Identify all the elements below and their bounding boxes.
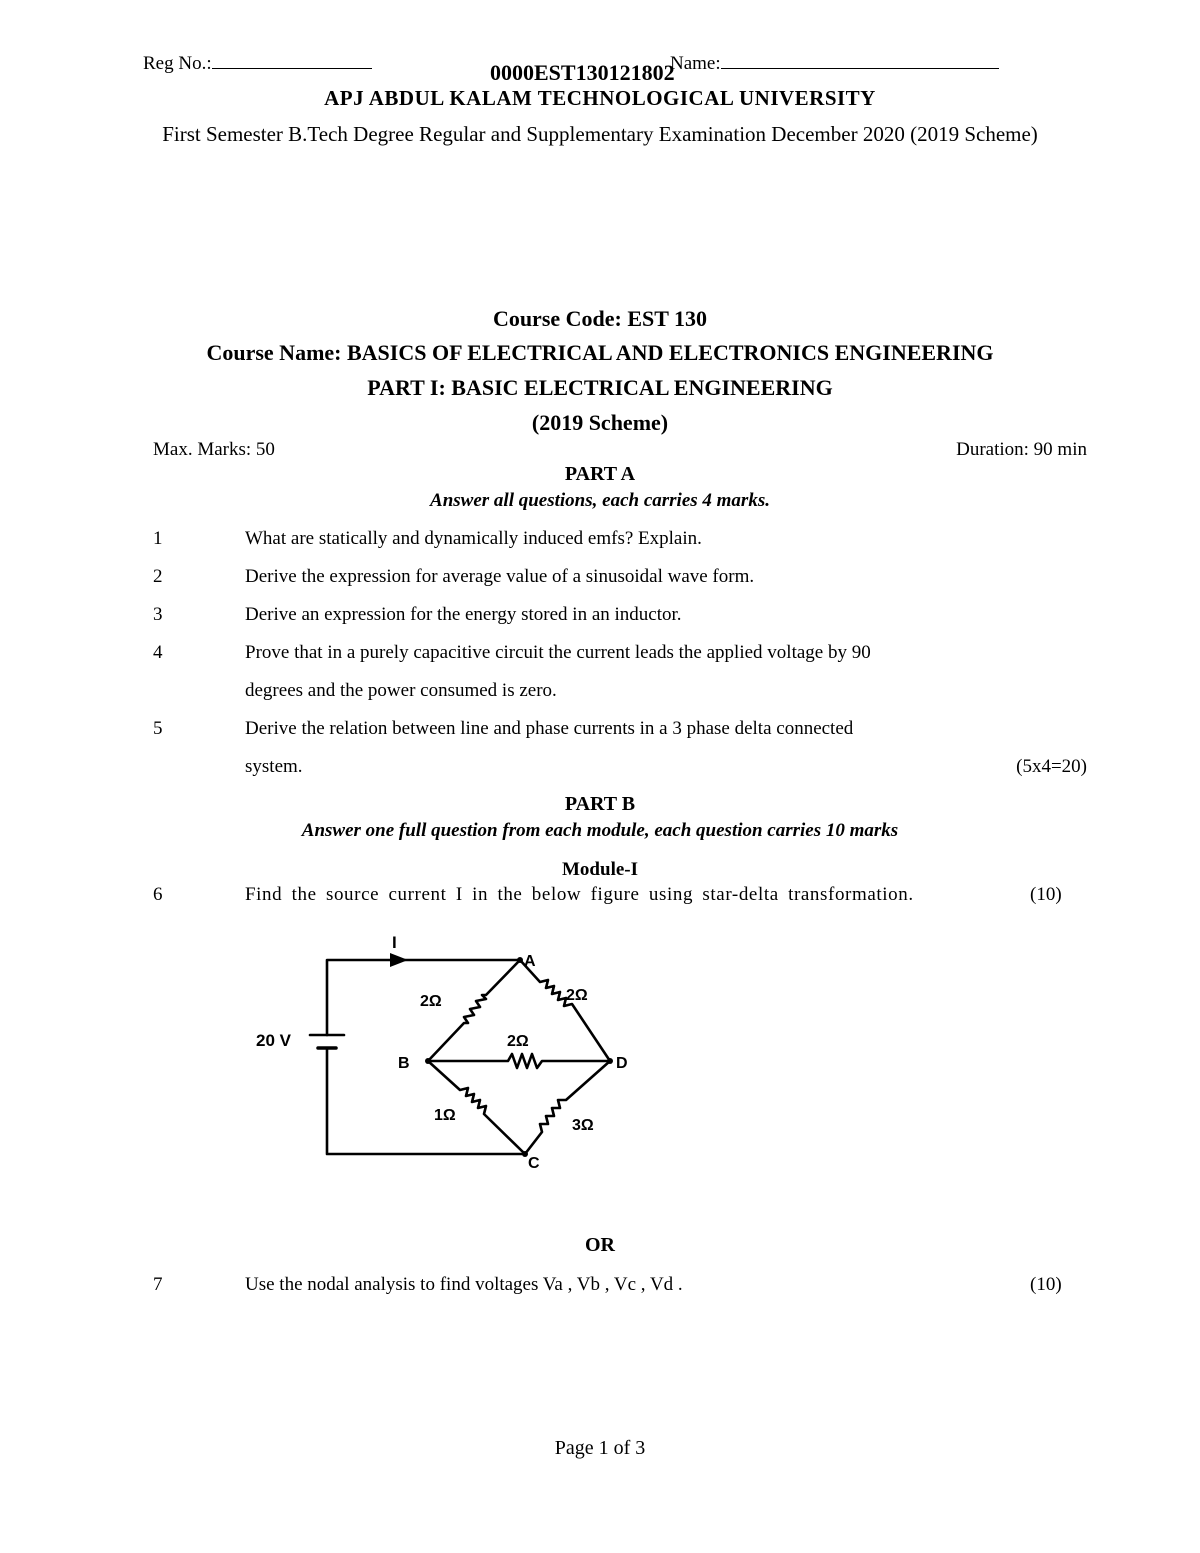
question-text-continued: degrees and the power consumed is zero. bbox=[245, 680, 557, 701]
current-label: I bbox=[392, 933, 397, 952]
question-text: What are statically and dynamically induced emfs? Explain. bbox=[245, 528, 702, 549]
part-b-instruction: Answer one full question from each module, each question carries 10 marks bbox=[301, 820, 899, 841]
module-title: Module-I bbox=[562, 859, 638, 880]
node-a-label: A bbox=[524, 953, 536, 970]
scheme: (2019 Scheme) bbox=[531, 410, 669, 435]
question-text: Find the source current I in the below figure using star-delta transformation. bbox=[245, 884, 914, 905]
resistor-bd-label: 2Ω bbox=[507, 1033, 529, 1050]
name-label: Name: bbox=[670, 53, 721, 74]
node-b-label: B bbox=[398, 1055, 410, 1072]
node-d-dot bbox=[607, 1058, 613, 1064]
question-number: 3 bbox=[153, 604, 163, 625]
university-name: APJ ABDUL KALAM TECHNOLOGICAL UNIVERSITY bbox=[324, 86, 876, 110]
course-code: Course Code: EST 130 bbox=[492, 306, 708, 331]
question-number: 4 bbox=[153, 642, 163, 663]
node-a-dot bbox=[517, 957, 523, 963]
node-c-label: C bbox=[528, 1155, 540, 1172]
course-name-label: Course Name: bbox=[206, 340, 342, 365]
part-title: PART I: BASIC ELECTRICAL ENGINEERING bbox=[367, 375, 833, 400]
name-underline bbox=[721, 54, 999, 69]
current-arrow-icon bbox=[390, 953, 408, 967]
question-number: 6 bbox=[153, 884, 163, 905]
question-marks: (10) bbox=[1030, 1274, 1062, 1295]
reg-no-field bbox=[143, 53, 372, 75]
question-text: Use the nodal analysis to find voltages Va , Vb , Vc , Vd . bbox=[245, 1274, 683, 1295]
circuit-diagram bbox=[250, 920, 670, 1180]
resistor-cd-label: 3Ω bbox=[572, 1117, 594, 1134]
question-text: Derive an expression for the energy stored in an inductor. bbox=[245, 604, 682, 625]
part-a-total-marks: (5x4=20) bbox=[1016, 756, 1087, 777]
reg-no-label: Reg No.: bbox=[143, 53, 212, 74]
node-b-dot bbox=[425, 1058, 431, 1064]
source-label: 20 V bbox=[256, 1031, 291, 1050]
duration: Duration: 90 min bbox=[956, 439, 1087, 460]
question-marks: (10) bbox=[1030, 884, 1062, 905]
resistor-cd bbox=[525, 1061, 610, 1154]
node-d-label: D bbox=[616, 1055, 628, 1072]
part-a-title: PART A bbox=[564, 463, 636, 485]
course-name bbox=[0, 340, 1200, 366]
max-marks: Max. Marks: 50 bbox=[153, 439, 275, 460]
resistor-ab-label: 2Ω bbox=[420, 993, 442, 1010]
part-a-instruction: Answer all questions, each carries 4 marks. bbox=[430, 490, 770, 511]
code-stamp: 0000EST130121802 bbox=[490, 60, 675, 85]
page-number: Page 1 of 3 bbox=[554, 1437, 646, 1459]
wire-bottom bbox=[327, 1048, 525, 1154]
question-number: 5 bbox=[153, 718, 163, 739]
name-field bbox=[670, 53, 999, 75]
question-number: 7 bbox=[153, 1274, 163, 1295]
or-separator: OR bbox=[585, 1234, 615, 1256]
resistor-ad bbox=[520, 960, 610, 1061]
part-b-title: PART B bbox=[564, 793, 636, 815]
resistor-bc-label: 1Ω bbox=[434, 1107, 456, 1124]
question-number: 1 bbox=[153, 528, 163, 549]
question-text: Prove that in a purely capacitive circuit the current leads the applied voltage by 90 bbox=[245, 642, 871, 663]
course-name-value: BASICS OF ELECTRICAL AND ELECTRONICS ENGINEERING bbox=[347, 340, 994, 365]
resistor-ad-label: 2Ω bbox=[566, 987, 588, 1004]
resistor-bd bbox=[428, 1054, 610, 1068]
question-text: Derive the relation between line and phase currents in a 3 phase delta connected bbox=[245, 718, 854, 739]
question-number: 2 bbox=[153, 566, 163, 587]
question-text: Derive the expression for average value of a sinusoidal wave form. bbox=[245, 566, 755, 587]
question-text-continued: system. bbox=[245, 756, 303, 777]
exam-title: First Semester B.Tech Degree Regular and Supplementary Examination December 2020 (2019 Scheme) bbox=[162, 122, 1038, 146]
reg-no-underline bbox=[212, 54, 372, 69]
